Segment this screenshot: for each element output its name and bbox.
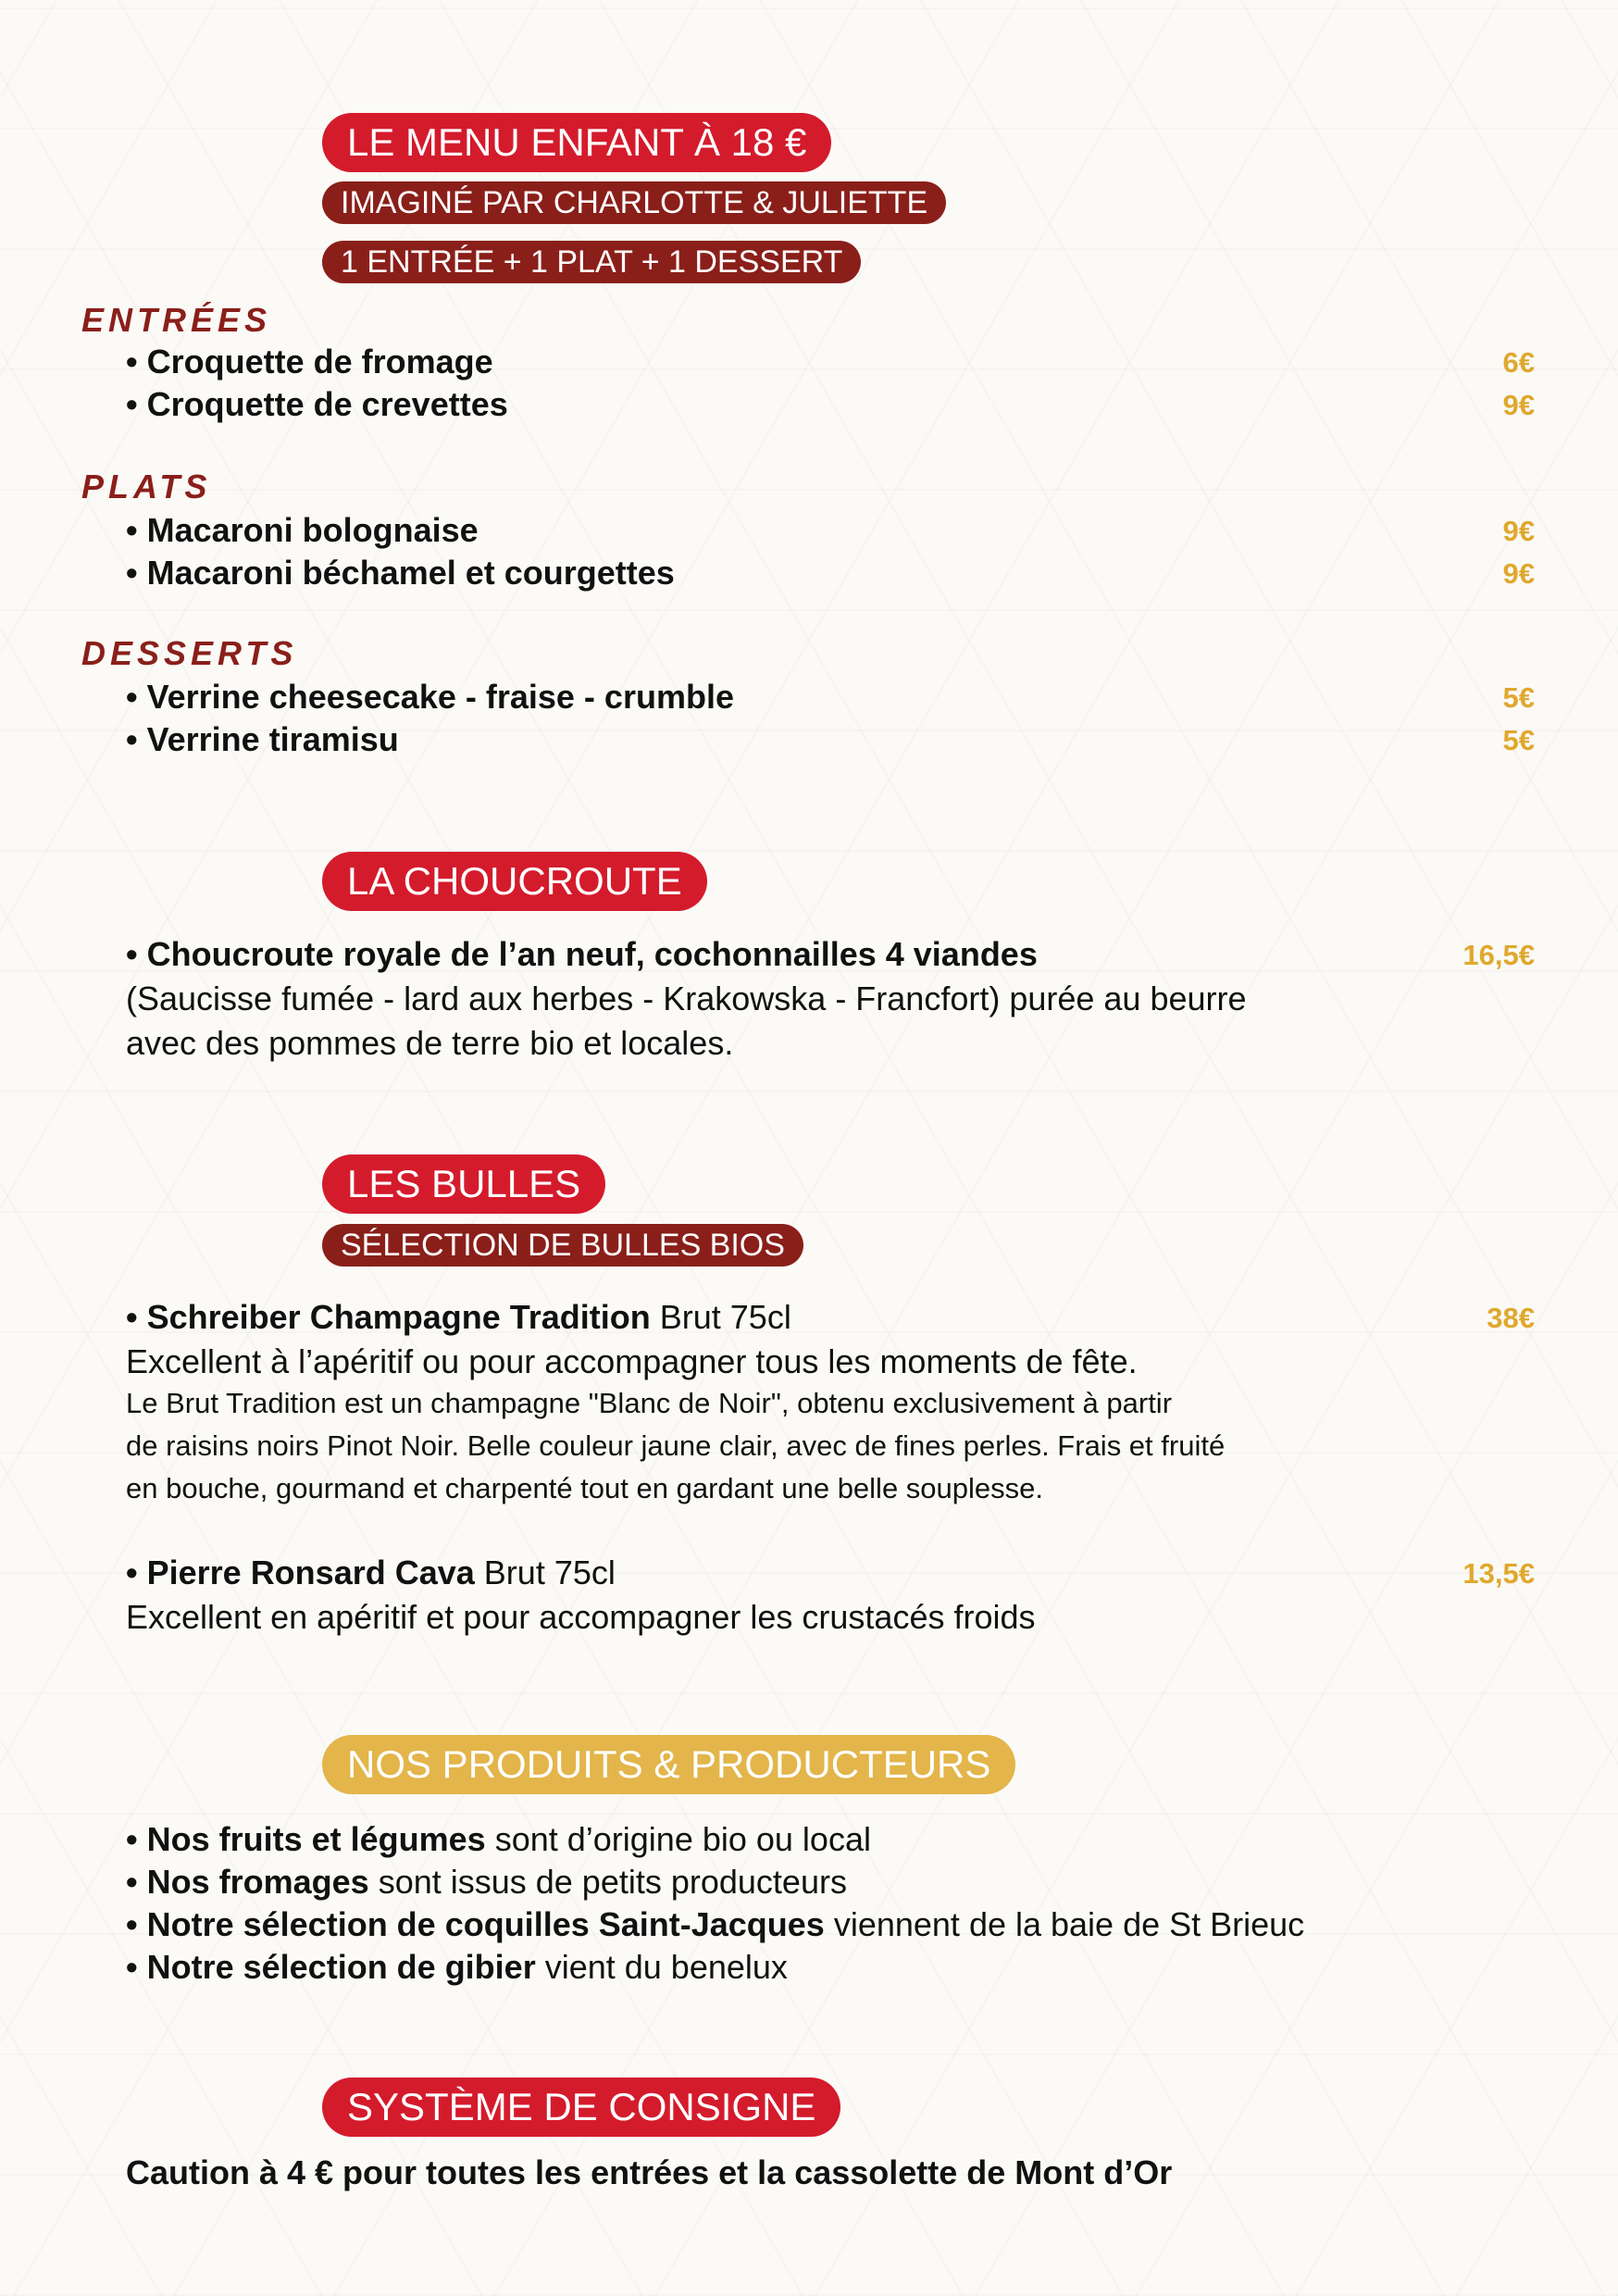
item-price: 5€: [1502, 724, 1535, 756]
bullet: •: [126, 1820, 147, 1858]
bullet: •: [126, 678, 147, 716]
choucroute-title: LA CHOUCROUTE: [322, 852, 707, 911]
wine-details: en bouche, gourmand et charpenté tout en gardant une belle souplesse.: [126, 1472, 1044, 1504]
item-price: 9€: [1502, 389, 1535, 421]
bullet: •: [126, 511, 147, 549]
produits-title: NOS PRODUITS & PRODUCTEURS: [322, 1735, 1015, 1794]
wine-item: [126, 1298, 791, 1337]
bullet: •: [126, 554, 147, 592]
item-name: Croquette de fromage: [146, 343, 493, 381]
wine-details: Le Brut Tradition est un champagne "Blanc de Noir", obtenu exclusivement à partir: [126, 1387, 1173, 1419]
producer-bold: Nos fromages: [146, 1863, 369, 1901]
producer-rest: sont issus de petits producteurs: [368, 1863, 847, 1901]
menu-item: [126, 385, 508, 424]
bulles-title: LES BULLES: [322, 1154, 605, 1214]
producer-rest: viennent de la baie de St Brieuc: [824, 1905, 1305, 1943]
producer-item: [126, 1820, 871, 1859]
menu-item: [126, 720, 399, 759]
producer-bold: Nos fruits et légumes: [146, 1820, 486, 1858]
item-description: (Saucisse fumée - lard aux herbes - Krakowska - Francfort) purée au beurre: [126, 980, 1247, 1017]
kids-menu-formula: 1 ENTRÉE + 1 PLAT + 1 DESSERT: [322, 241, 861, 283]
kids-menu-subtitle: IMAGINÉ PAR CHARLOTTE & JULIETTE: [322, 181, 946, 224]
producer-item: [126, 1863, 847, 1902]
menu-item: [126, 511, 479, 550]
producer-item: [126, 1905, 1304, 1944]
item-price: 13,5€: [1462, 1557, 1535, 1590]
menu-item: [126, 678, 734, 717]
item-price: 38€: [1487, 1302, 1535, 1334]
consigne-title: SYSTÈME DE CONSIGNE: [322, 2078, 840, 2137]
bullet: •: [126, 1905, 147, 1943]
kids-menu-title: LE MENU ENFANT À 18 €: [322, 113, 831, 172]
bullet: •: [126, 720, 147, 758]
wine-lead: Excellent à l’apéritif ou pour accompagner tous les moments de fête.: [126, 1342, 1138, 1380]
bullet: •: [126, 343, 147, 381]
section-heading-plats: PLATS: [81, 468, 212, 505]
producer-bold: Notre sélection de coquilles Saint-Jacques: [146, 1905, 825, 1943]
item-description: avec des pommes de terre bio et locales.: [126, 1024, 734, 1062]
wine-name: Schreiber Champagne Tradition: [146, 1298, 651, 1336]
menu-item: [126, 554, 675, 593]
wine-details: de raisins noirs Pinot Noir. Belle couleur jaune clair, avec de fines perles. Frais et fruité: [126, 1429, 1226, 1462]
section-heading-desserts: DESSERTS: [81, 634, 298, 672]
bullet: •: [126, 1863, 147, 1901]
bullet: •: [126, 1554, 147, 1591]
wine-name: Pierre Ronsard Cava: [146, 1554, 475, 1591]
bullet: •: [126, 1298, 147, 1336]
wine-item: [126, 1554, 616, 1592]
bullet: •: [126, 385, 147, 423]
bullet: •: [126, 1948, 147, 1986]
item-price: 16,5€: [1462, 939, 1535, 971]
item-name: Macaroni bolognaise: [146, 511, 479, 549]
item-price: 9€: [1502, 557, 1535, 590]
item-name: Verrine tiramisu: [146, 720, 399, 758]
wine-format: Brut 75cl: [659, 1298, 791, 1336]
bullet: •: [126, 935, 147, 973]
producer-rest: sont d’origine bio ou local: [485, 1820, 871, 1858]
section-heading-entrees: ENTRÉES: [81, 301, 272, 339]
item-price: 6€: [1502, 346, 1535, 379]
bulles-subtitle: SÉLECTION DE BULLES BIOS: [322, 1224, 803, 1267]
wine-lead: Excellent en apéritif et pour accompagner les crustacés froids: [126, 1598, 1036, 1636]
item-name: Croquette de crevettes: [146, 385, 508, 423]
menu-item: [126, 935, 1038, 974]
producer-bold: Notre sélection de gibier: [146, 1948, 536, 1986]
producer-item: [126, 1948, 788, 1987]
item-price: 5€: [1502, 681, 1535, 714]
consigne-text: Caution à 4 € pour toutes les entrées et la cassolette de Mont d’Or: [126, 2153, 1173, 2191]
menu-item: [126, 343, 493, 381]
item-name: Verrine cheesecake - fraise - crumble: [146, 678, 734, 716]
wine-format: Brut 75cl: [483, 1554, 616, 1591]
item-price: 9€: [1502, 515, 1535, 547]
item-name: Macaroni béchamel et courgettes: [146, 554, 675, 592]
item-name: Choucroute royale de l’an neuf, cochonnailles 4 viandes: [146, 935, 1038, 973]
producer-rest: vient du benelux: [535, 1948, 788, 1986]
